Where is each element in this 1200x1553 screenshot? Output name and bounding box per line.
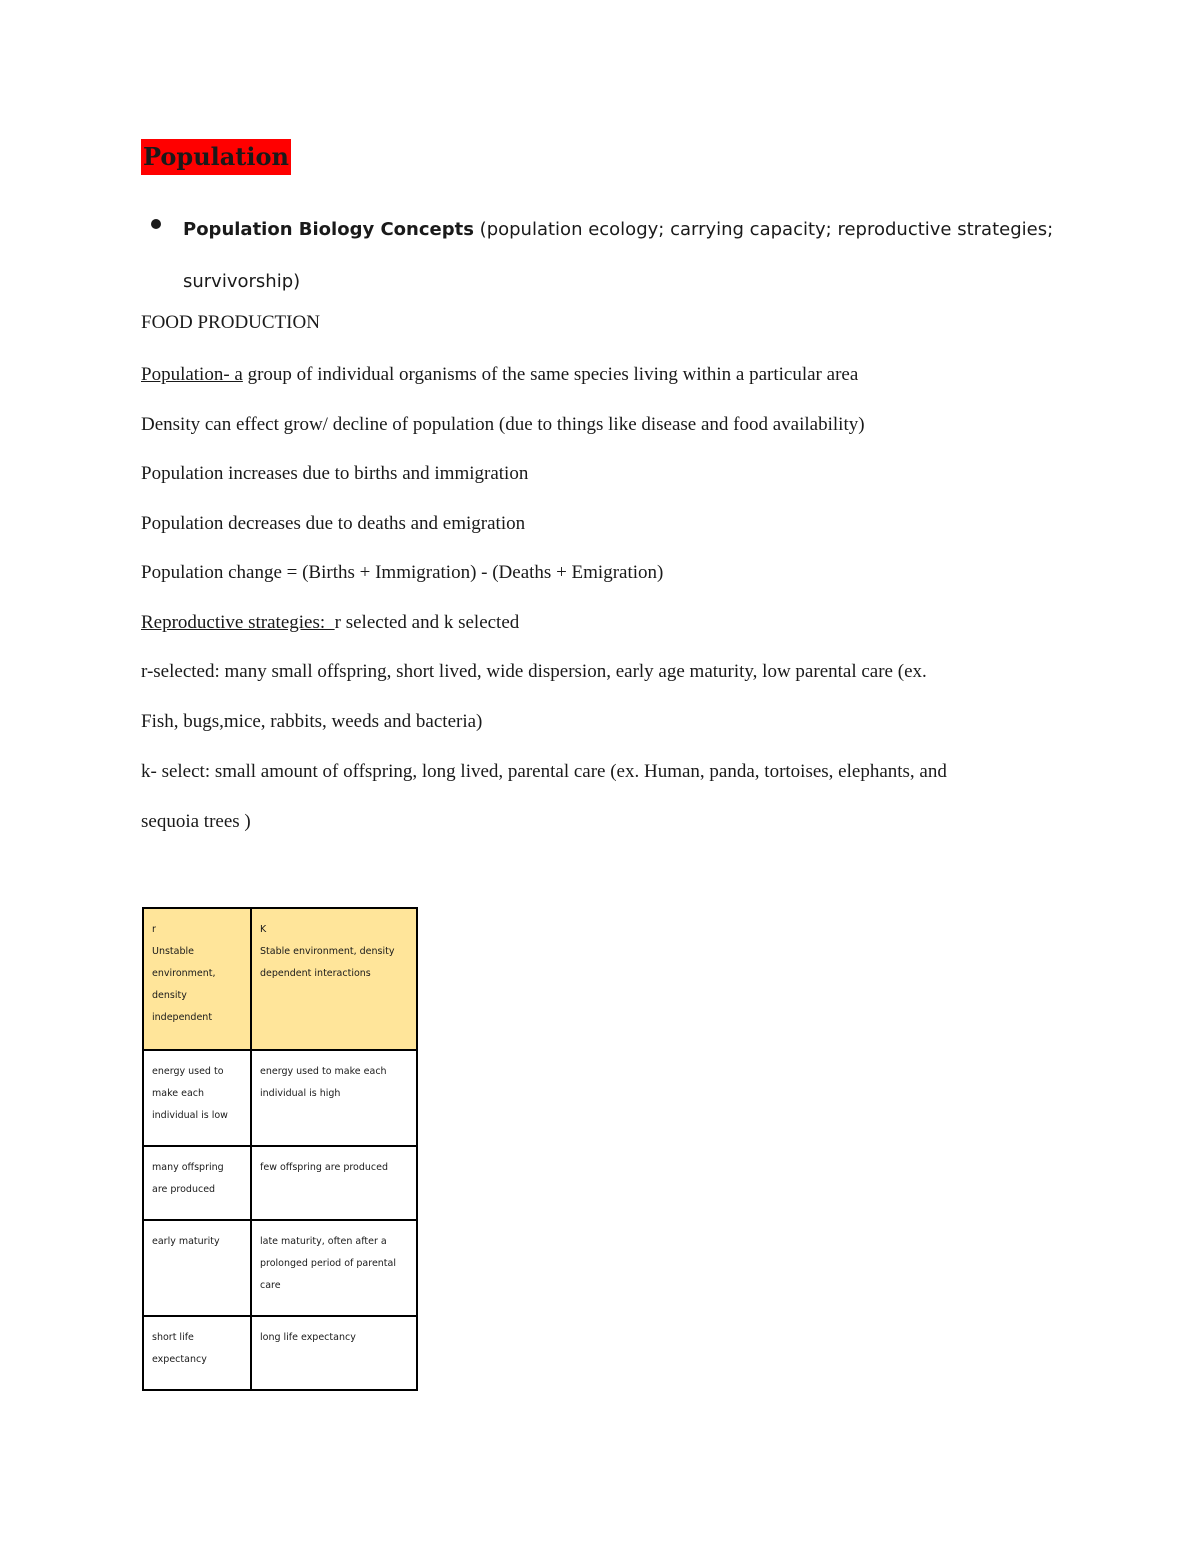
bullet-icon bbox=[151, 219, 161, 229]
header-letter-k: K bbox=[260, 924, 267, 935]
bullet-bold-label: Population Biology Concepts bbox=[183, 219, 474, 240]
population-term: Population- a bbox=[141, 364, 243, 385]
bullet-rest: (population ecology; carrying capacity; reproductive strategies; survivorship) bbox=[183, 219, 1054, 292]
header-letter-r: r bbox=[152, 924, 156, 935]
table-cell: early maturity bbox=[143, 1220, 251, 1316]
r-k-comparison-table bbox=[142, 907, 418, 1391]
table-row bbox=[143, 1146, 417, 1220]
table-row bbox=[143, 1220, 417, 1316]
bullet-item bbox=[183, 204, 1083, 308]
population-definition-text: group of individual organisms of the same species living within a particular area bbox=[242, 364, 859, 385]
reproductive-strategies-text: r selected and k selected bbox=[334, 612, 520, 633]
table-row bbox=[143, 1050, 417, 1146]
page-title: Population bbox=[141, 139, 291, 175]
increases-text: Population increases due to births and immigration bbox=[141, 463, 529, 484]
reproductive-strategies-term: Reproductive strategies: bbox=[141, 612, 335, 633]
header-desc-k: Stable environment, density dependent interactions bbox=[260, 946, 395, 979]
header-cell-r bbox=[143, 908, 251, 1050]
table-header-row bbox=[143, 908, 417, 1050]
population-definition bbox=[141, 361, 858, 389]
table-cell: long life expectancy bbox=[251, 1316, 417, 1390]
header-cell-k bbox=[251, 908, 417, 1050]
population-change-formula: Population change = (Births + Immigration) - (Deaths + Emigration) bbox=[141, 562, 664, 583]
table-cell: energy used to make each individual is low bbox=[143, 1050, 251, 1146]
r-selected-line-1: r-selected: many small offspring, short lived, wide dispersion, early age maturity, low parental care (ex. bbox=[141, 661, 927, 682]
density-text: Density can effect grow/ decline of population (due to things like disease and food availability) bbox=[141, 414, 865, 435]
table-cell: energy used to make each individual is high bbox=[251, 1050, 417, 1146]
k-select-line-2: sequoia trees ) bbox=[141, 811, 251, 832]
food-production-heading: FOOD PRODUCTION bbox=[141, 312, 320, 333]
k-select-line-1: k- select: small amount of offspring, long lived, parental care (ex. Human, panda, tortoises, elephants, and bbox=[141, 761, 947, 782]
reproductive-strategies bbox=[141, 609, 519, 637]
table-cell: many offspring are produced bbox=[143, 1146, 251, 1220]
header-desc-r: Unstable environment, density independent bbox=[152, 946, 216, 1023]
r-selected-line-2: Fish, bugs,mice, rabbits, weeds and bacteria) bbox=[141, 711, 483, 732]
table-cell: late maturity, often after a prolonged period of parental care bbox=[251, 1220, 417, 1316]
decreases-text: Population decreases due to deaths and emigration bbox=[141, 513, 526, 534]
table-cell: short life expectancy bbox=[143, 1316, 251, 1390]
table-cell: few offspring are produced bbox=[251, 1146, 417, 1220]
table-row bbox=[143, 1316, 417, 1390]
